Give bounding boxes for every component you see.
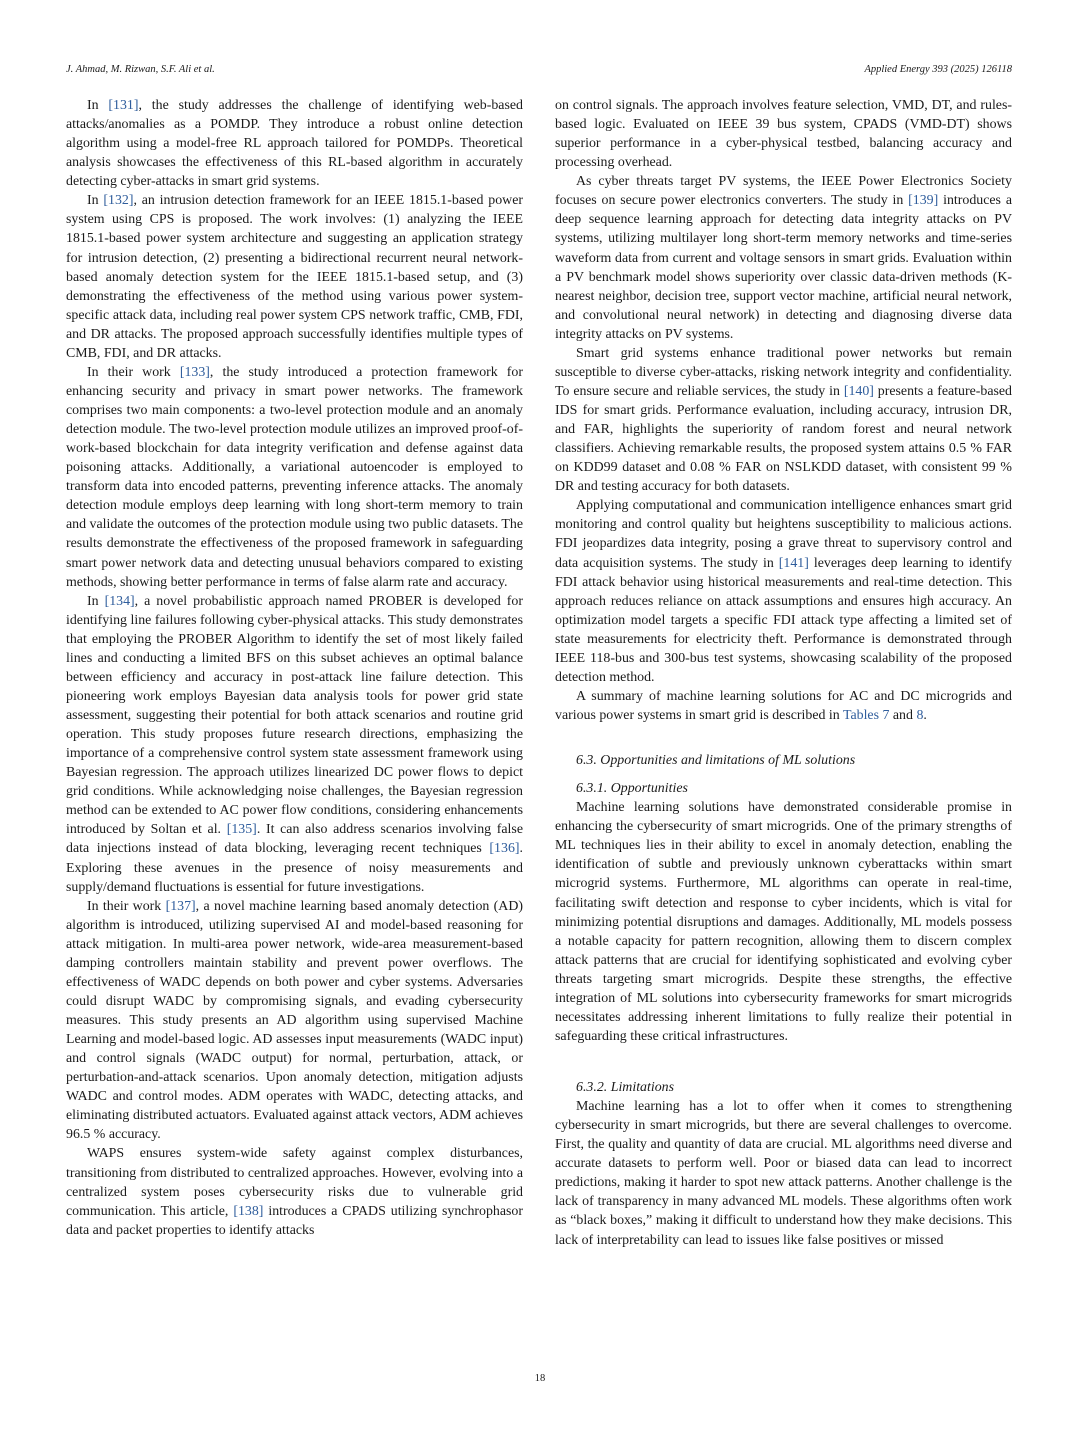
citation-link[interactable]: [140] [843, 383, 874, 399]
page-number: 18 [534, 1373, 546, 1384]
running-header [66, 64, 1012, 80]
citation-link[interactable]: [135] [226, 822, 257, 838]
citation-link[interactable]: [139] [908, 193, 939, 209]
header-authors: J. Ahmad, M. Rizwan, S.F. Ali et al. [66, 64, 215, 75]
table-link[interactable]: Tables 7 [842, 708, 890, 723]
citation-link[interactable]: [133] [179, 364, 210, 380]
citation-link[interactable]: [141] [778, 555, 809, 571]
citation-link[interactable]: [138] [233, 1203, 264, 1219]
citation-link[interactable]: [137] [165, 898, 196, 914]
paragraph: Machine learning has a lot to offer when it comes to strengthening cybersecurity in smart microgrids, but there are several challenges to overcome. First, the quality and quantity of data are crucial. ML algorithms need diverse and accurate datasets to perform well. Poor or biased data can lead to incorrect predictions, making it harder to spot new attack patterns. Another challenge is the lack of transparency in many advanced ML models. These algorithms often work as “black boxes,” making it difficult to understand how they make decisions. This lack of interpretability can lead to issues like false positives or missed [555, 1099, 1012, 1248]
paragraph: Applying computational and communication intelligence enhances smart grid monitoring and control quality but heightens susceptibility to malicious actions. FDI jeopardizes data integrity, posing a grave threat to supervisory control and data acquisition systems. The study in [141] leverages deep learning to identify FDI attack behavior using historical measurements and real-time detection. This approach reduces reliance on attack assumptions and ensures high accuracy. An optimization model targets a specific FDI attack type affecting a limited set of state measurements for electricity theft. Performance is demonstrated through IEEE 118-bus and 300-bus test systems, showcasing scalability of the proposed detection method. [555, 498, 1012, 685]
paragraph: As cyber threats target PV systems, the IEEE Power Electronics Society focuses on secure power electronics converters. The study in [139] introduces a deep sequence learning approach for detecting data integrity attacks on PV systems, utilizing multilayer long short-term memory networks and time-series waveform data from current and voltage sensors in smart grids. Evaluation within a PV benchmark model shows superiority over classic data-driven methods (K-nearest neighbor, decision tree, support vector machine, artificial neural network, and convolutional neural network) in detecting and diagnosing diverse data integrity attacks on PV systems. [555, 174, 1012, 342]
paragraph: Machine learning solutions have demonstrated considerable promise in enhancing the cybersecurity of smart microgrids. One of the primary strengths of ML techniques lies in their ability to excel in anomaly detection, enabling the identification of subtle and previously unknown cyberattacks within smart microgrid systems. Furthermore, ML algorithms can operate in real-time, facilitating swift detection and response to cyber incidents, which is vital for minimizing potential disruptions and damages. Additionally, ML models possess a notable capacity for pattern recognition, allowing them to discern complex attack patterns that are crucial for identifying sophisticated and evolving cyber threats targeting smart microgrids. Despite these strengths, the effective integration of ML solutions into cybersecurity frameworks for smart microgrids necessitates addressing inherent limitations to fully realize their potential in safeguarding these critical infrastructures. [555, 800, 1012, 1044]
paragraph: A summary of machine learning solutions for AC and DC microgrids and various power systems in smart grid is described in Tables 7 and 8. [555, 688, 1012, 723]
paragraph: In [132], an intrusion detection framework for an IEEE 1815.1-based power system using CPS is proposed. The work involves: (1) analyzing the IEEE 1815.1-based power system architecture and suggesting an application strategy for intrusion detection, (2) presenting a bidirectional recurrent neural network-based anomaly detection system for the IEEE 1815.1-based setup, and (3) demonstrating the effectiveness of the method using various power system-specific attack data, including real power system CPS network traffic, CMB, FDI, and DR attacks. The proposed approach successfully identifies multiple types of CMB, FDI, and DR attacks. [66, 193, 524, 361]
section-heading: 6.3. Opportunities and limitations of ML solutions [576, 753, 856, 769]
paragraph: Smart grid systems enhance traditional power networks but remain susceptible to diverse cyber-attacks, risking network integrity and confidentiality. To ensure secure and reliable services, the study in [140] presents a feature-based IDS for smart grids. Performance evaluation, including accuracy, intrusion DR, and FAR, highlights the superiority of random forest and neural network classifiers. Achieving remarkable results, the proposed system attains 0.5 % FAR on KDD99 dataset and 0.08 % FAR on NSLKDD dataset, with consistent 99 % DR and testing accuracy for both datasets. [555, 345, 1013, 495]
citation-link[interactable]: [131] [108, 98, 139, 113]
citation-link[interactable]: [134] [104, 593, 135, 609]
table-link[interactable]: 8 [916, 708, 924, 723]
header-journal: Applied Energy 393 (2025) 126118 [864, 64, 1012, 75]
left-column [66, 96, 523, 1240]
paragraph: WAPS ensures system-wide safety against complex disturbances, transitioning from distributed to centralized approaches. However, evolving into a centralized system poses cybersecurity risks due to vulnerable grid communication. This article, [138] introduces a CPADS utilizing synchrophasor data and packet properties to identify attacks [66, 1146, 524, 1238]
paragraph: In their work [137], a novel machine learning based anomaly detection (AD) algorithm is introduced, utilizing supervised AI and model-based reasoning for attack mitigation. In multi-area power network, wide-area measurement-based damping controllers maintain stability and prevent power overflows. The effectiveness of WADC depends on both power and cyber systems. Adversaries could disrupt WADC by compromising signals, and evading cybersecurity measures. This study presents an AD algorithm using supervised Machine Learning and model-based logic. AD assesses input measurements (WADC input) and control signals (WADC output) for normal, perturbation, attack, or perturbation-and-attack scenarios. Upon anomaly detection, mitigation adjusts WADC and control modes. ADM operates with WADC, detecting attacks, and eliminating distributed actuators. Evaluated against attack vectors, ADM achieves 96.5 % accuracy. [66, 898, 523, 1143]
citation-link[interactable]: [136] [489, 841, 520, 857]
paragraph: In [134], a novel probabilistic approach named PROBER is developed for identifying line failures following cyber-physical attacks. This study demonstrates that employing the PROBER Algorithm to identify the set of most likely failed lines and conducting a limited BFS on this subset achieves an optimal balance between efficiency and accuracy in post-attack line failure detection. This pioneering work employs Bayesian data analysis tools for power grid state assessment, suggesting their potential for both attack scenarios and routine grid operation. This study proposes future research directions, emphasizing the importance of a comprehensive control system state assessment framework using Bayesian regression. The approach utilizes linearized DC power flows to depict grid conditions. While acknowledging noise challenges, the Bayesian regression method can be extended to AC power flow conditions, considering enhancements introduced by Soltan et al. [135]. It can also address scenarios involving false data injections instead of data blocking, leveraging recent techniques [136]. Exploring these avenues in the presence of noisy measurements and supply/demand fluctuations is essential for future investigations. [66, 593, 523, 895]
paragraph: on control signals. The approach involves feature selection, VMD, DT, and rules-based logic. Evaluated on IEEE 39 bus system, CPADS (VMD-DT) shows superior performance in a cyber-physical testbed, balancing accuracy and processing overhead. [555, 98, 1012, 171]
subsection-heading: 6.3.2. Limitations [576, 1080, 675, 1095]
citation-link[interactable]: [132] [103, 193, 134, 209]
paragraph: In their work [133], the study introduced a protection framework for enhancing security and privacy in smart power networks. The framework comprises two main components: a two-level protection module and an anomaly detection module. The two-level protection module utilizes an improved proof-of-work-based blockchain for data integrity verification and defense against data poisoning attacks. Additionally, a variational autoencoder is employed to transform data into encoded patterns, preventing inference attacks. The anomaly detection module employs deep learning with long short-term memory to train and validate the outcomes of the protection module using two public datasets. The results demonstrate the effectiveness of the proposed framework in safeguarding smart power network data and detecting unusual behaviors compared to existing methods, showing better performance in terms of false alarm rate and accuracy. [66, 364, 523, 590]
paragraph: In [131], the study addresses the challenge of identifying web-based attacks/anomalies as a POMDP. They introduce a robust online detection algorithm using a model-free RL approach tailored for POMDPs. Theoretical analysis showcases the effectiveness of this RL-based algorithm in accurately detecting cyber-attacks in smart grid systems. [66, 98, 523, 190]
right-column [555, 96, 1012, 1250]
subsection-heading: 6.3.1. Opportunities [576, 781, 688, 797]
